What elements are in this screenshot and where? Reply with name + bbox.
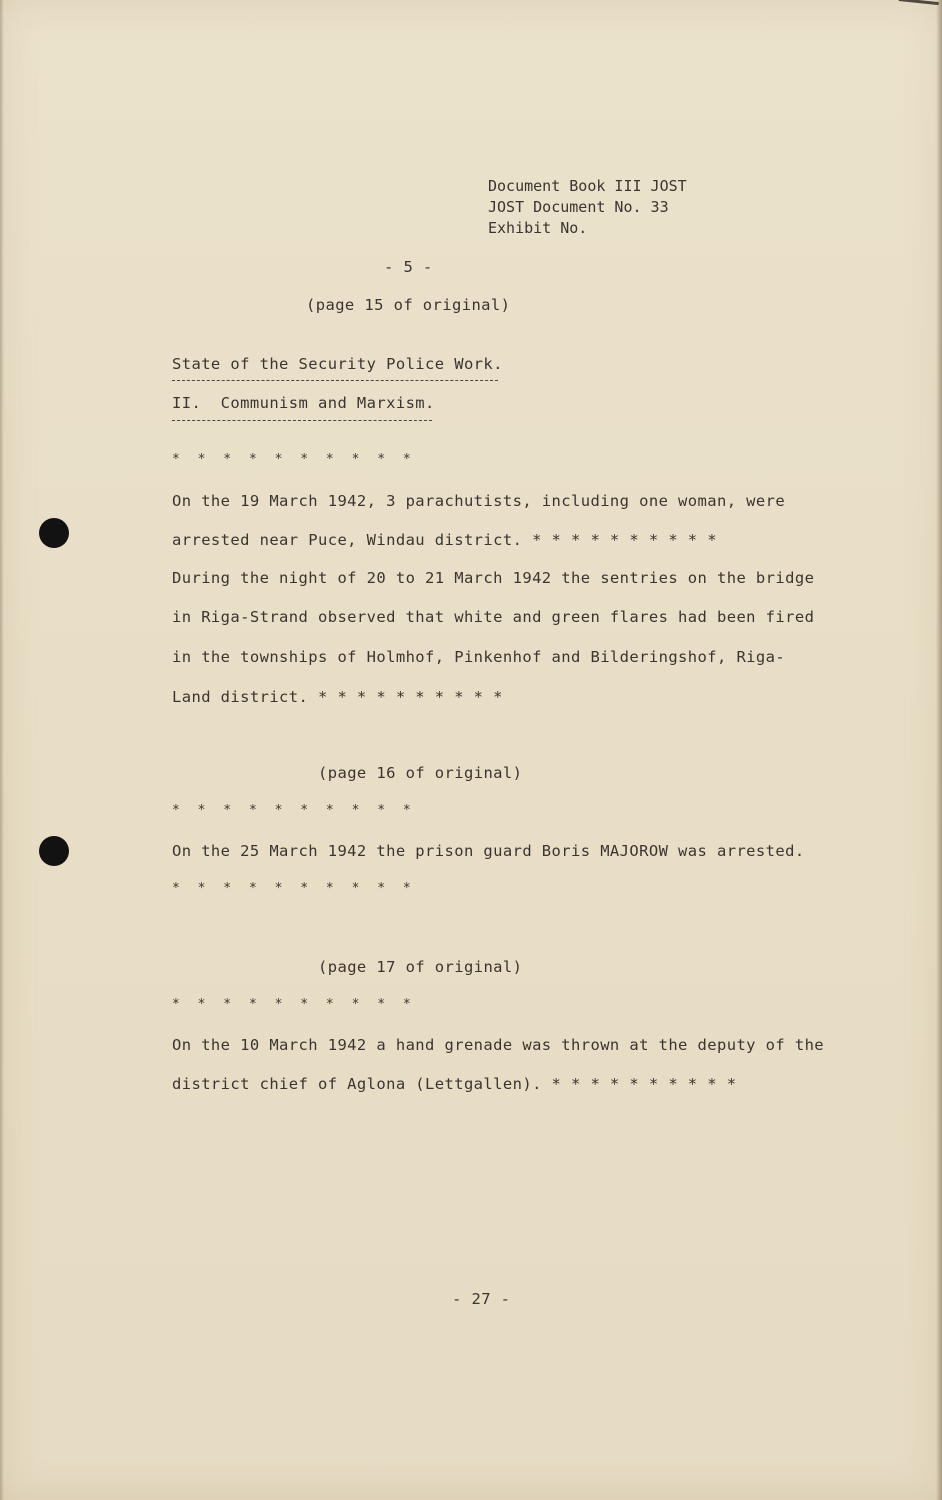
paragraph-4-line-1: On the 10 March 1942 a hand grenade was thrown at the deputy of the — [172, 1036, 825, 1054]
header-line-2: JOST Document No. 33 — [488, 198, 669, 216]
original-page-17: (page 17 of original) — [318, 958, 523, 976]
header-line-1: Document Book III JOST — [488, 177, 687, 195]
original-page-15: (page 15 of original) — [306, 296, 511, 314]
asterisk-separator-4: * * * * * * * * * * — [172, 997, 416, 1012]
header-line-3: Exhibit No. — [488, 219, 588, 237]
asterisk-separator-1: * * * * * * * * * * — [172, 452, 416, 467]
paragraph-3-line-1: On the 25 March 1942 the prison guard Boris MAJOROW was arrested. — [172, 842, 805, 860]
original-page-16: (page 16 of original) — [318, 764, 523, 782]
paragraph-2-line-2: in Riga-Strand observed that white and green flares had been fired — [172, 608, 815, 626]
footer-page-number: - 27 - — [452, 1290, 511, 1308]
document-header — [488, 176, 687, 239]
corner-mark — [897, 0, 939, 19]
page-edge-left — [0, 0, 4, 1500]
section-title-underline — [172, 380, 498, 381]
asterisk-separator-3: * * * * * * * * * * — [172, 881, 416, 896]
paragraph-2-line-4: Land district. * * * * * * * * * * — [172, 688, 503, 706]
page-edge-right — [936, 0, 942, 1500]
asterisk-separator-2: * * * * * * * * * * — [172, 803, 416, 818]
paragraph-4-line-2: district chief of Aglona (Lettgallen). * * * * * * * * * * — [172, 1075, 737, 1093]
punch-hole-bottom — [39, 836, 69, 866]
punch-hole-top — [39, 518, 69, 548]
paragraph-1-line-1: On the 19 March 1942, 3 parachutists, including one woman, were — [172, 492, 786, 510]
section-title: State of the Security Police Work. — [172, 355, 503, 373]
section-subtitle: II. Communism and Marxism. — [172, 394, 435, 412]
paragraph-1-line-2: arrested near Puce, Windau district. * * * * * * * * * * — [172, 531, 717, 549]
paragraph-2-line-3: in the townships of Holmhof, Pinkenhof and Bilderingshof, Riga- — [172, 648, 786, 666]
paragraph-2-line-1: During the night of 20 to 21 March 1942 the sentries on the bridge — [172, 569, 815, 587]
page-marker: - 5 - — [384, 258, 433, 276]
section-subtitle-underline — [172, 420, 432, 421]
